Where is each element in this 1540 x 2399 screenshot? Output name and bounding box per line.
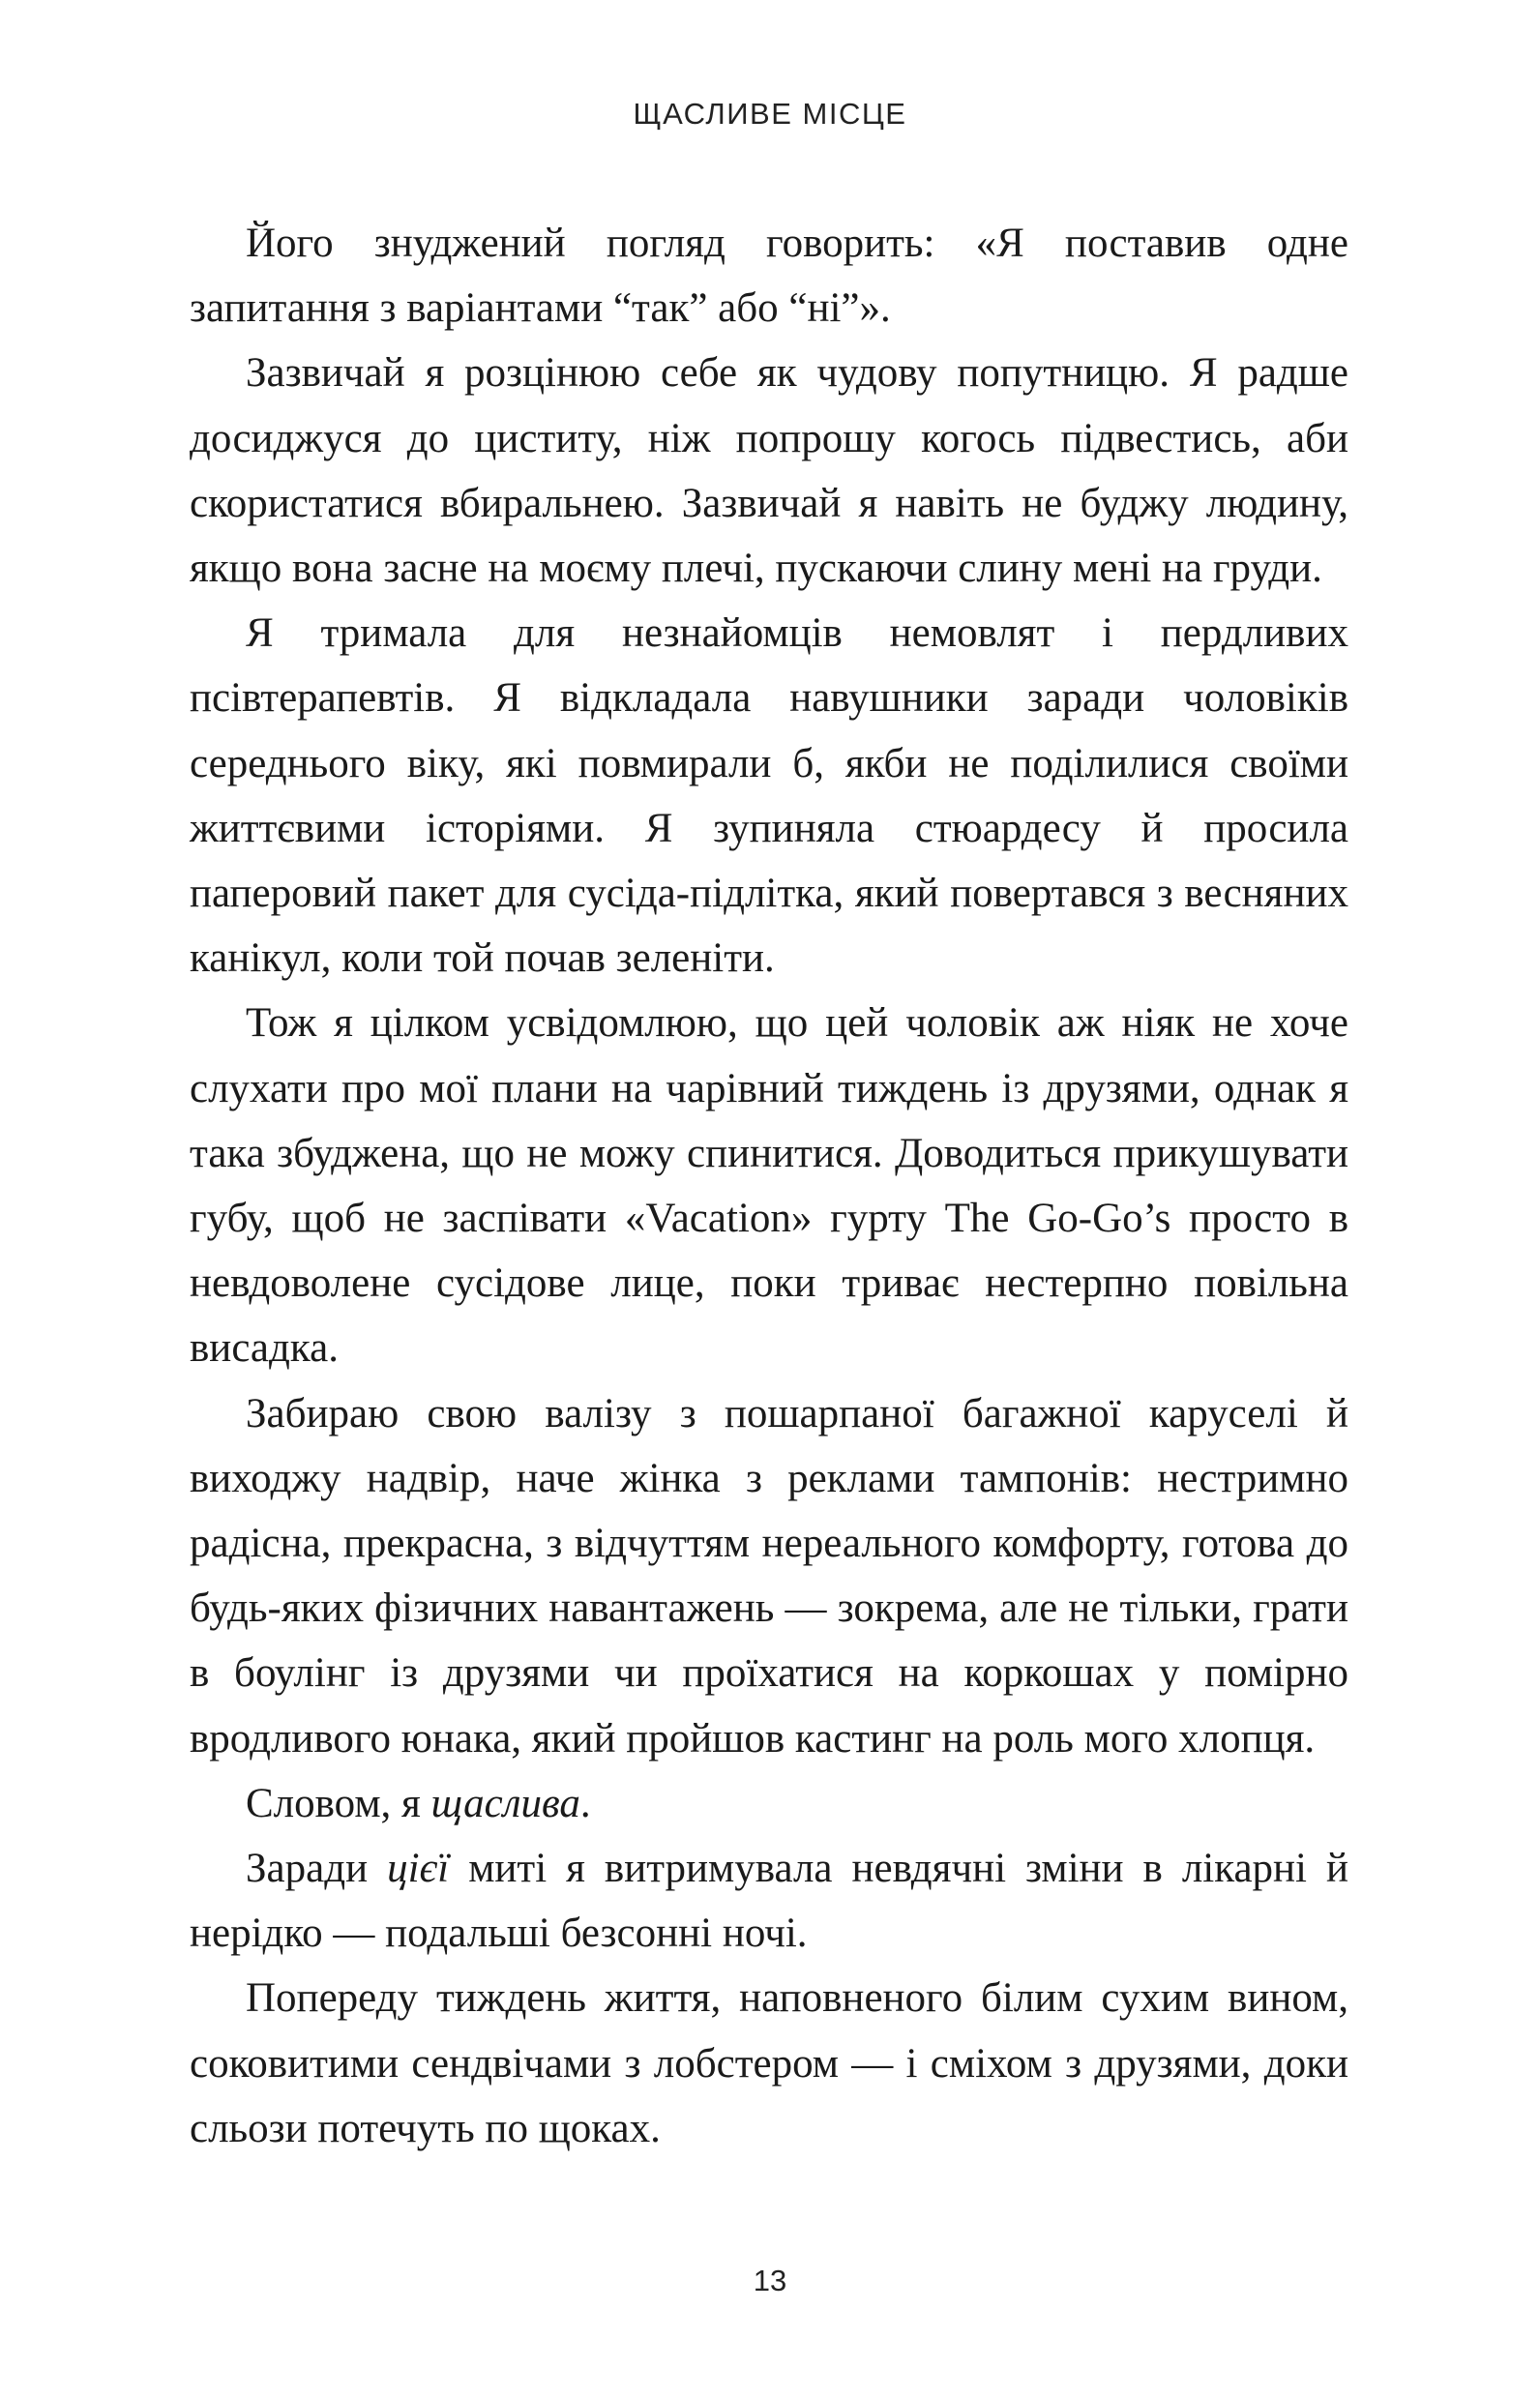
emphasis-text: цієї xyxy=(387,1846,450,1892)
paragraph-text: . xyxy=(579,1780,591,1826)
paragraph: Тож я цілком усвідомлюю, що цей чоловік аж ніяк не хоче слухати про мої плани на чарівний тиждень із друзями, однак я така збуджена, що не можу спинитися. Доводиться прикушувати губу, щоб не заспівати «Vacation» гурту The Go-Go’s просто в невдоволене сусідове лице, поки триває нестерпно повільна висадка. xyxy=(190,1000,1348,1372)
emphasis-text: щаслива xyxy=(430,1780,580,1826)
paragraph-text: миті я витримувала невдячні зміни в лікарні й нерідко — подальші безсонні ночі. xyxy=(190,1846,1348,1957)
paragraph: Я тримала для незнайомців немовлят і пердливих псівтерапевтів. Я відкладала навушники заради чоловіків середнього віку, які повмирали б, якби не поділилися своїми життєвими історіями. Я зупиняла стюардесу й просила паперовий пакет для сусіда-підлітка, який повертався з весняних канікул, коли той почав зеленіти. xyxy=(190,610,1348,982)
paragraph: Попереду тиждень життя, наповненого білим сухим вином, соковитими сендвічами з лобстером — і сміхом з друзями, доки сльози потечуть по щоках. xyxy=(190,1975,1348,2151)
paragraph-text: Словом, я xyxy=(246,1780,431,1826)
paragraph: Зазвичай я розцінюю себе як чудову попутницю. Я радше досиджуся до циститу, ніж попрошу когось підвестись, аби скористатися вбиральнею. Зазвичай я навіть не буджу людину, якщо вона засне на моєму плечі, пускаючи слину мені на груди. xyxy=(190,350,1348,592)
page-number: 13 xyxy=(753,2264,787,2297)
paragraph: Забираю свою валізу з пошарпаної багажної каруселі й виходжу надвір, наче жінка з реклами тампонів: нестримно радісна, прекрасна, з відчуттям нереального комфорту, готова до будь-яких фізичних навантажень — зокрема, але не тільки, грати в боулінг із друзями чи проїхатися на коркошах у помірно вродливого юнака, який пройшов кастинг на роль мого хлопця. xyxy=(190,1390,1348,1762)
paragraph-text: Заради xyxy=(246,1846,388,1892)
paragraph xyxy=(190,1771,1348,1836)
paragraph: Його знуджений погляд говорить: «Я поставив одне запитання з варіантами “так” або “ні”». xyxy=(190,221,1348,332)
body-text xyxy=(190,211,1348,2161)
running-head: ЩАСЛИВЕ МІСЦЕ xyxy=(633,97,907,131)
paragraph xyxy=(190,1836,1348,1966)
